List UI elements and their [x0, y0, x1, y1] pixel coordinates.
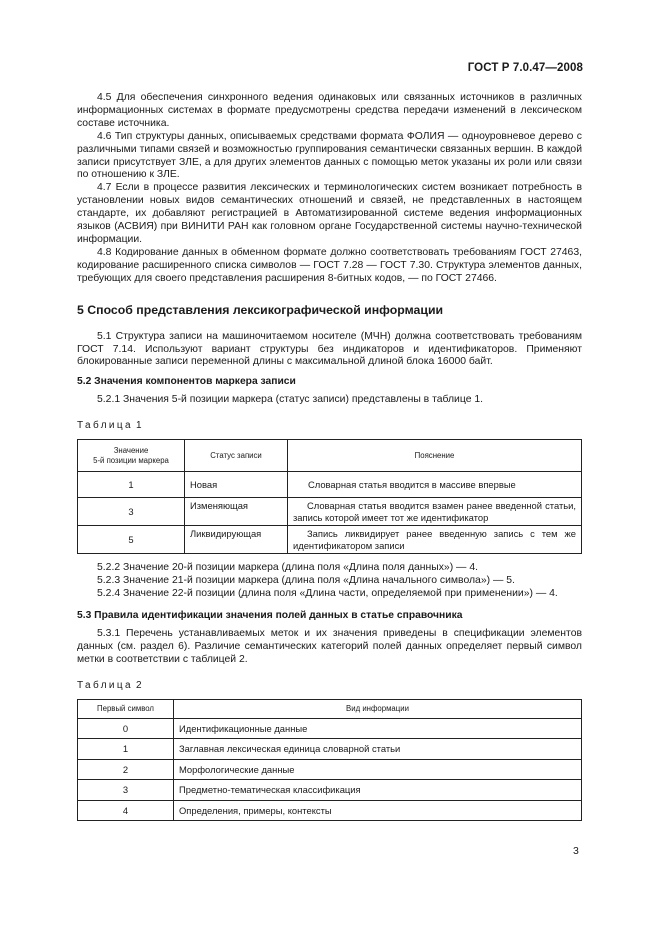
table-row — [78, 718, 582, 739]
table-1-header-position: Значение 5-й позиции маркера — [78, 440, 185, 472]
table-2-cell-info: Предметно-тематическая классификация — [174, 780, 582, 801]
table-row — [78, 800, 582, 821]
table-1-caption-number: 1 — [136, 420, 142, 432]
paragraph-4-8: 4.8 Кодирование данных в обменном формате должно соответствовать требованиям ГОСТ 27463, кодирование расширенного списка символов — ГОСТ 7.28 — ГОСТ 7.30. Структура элементов данных, требующих для своего представления расширения 8-битных кодов, — по ГОСТ 27466. — [77, 246, 582, 284]
table-1 — [77, 439, 582, 554]
table-1-cell-explanation: Словарная статья вводится в массиве впервые — [288, 472, 582, 498]
table-row — [78, 780, 582, 801]
paragraph-5-3-1: 5.3.1 Перечень устанавливаемых меток и их значения приведены в спецификации элементов данных (см. раздел 6). Различие семантических категорий полей данных определяет первый символ метки в соответствии с таблицей 2. — [77, 627, 582, 665]
table-1-header-status: Статус записи — [185, 440, 288, 472]
table-2-caption-word: Таблица — [77, 679, 134, 691]
subsection-5-2-title: 5.2 Значения компонентов маркера записи — [77, 376, 296, 388]
document-code-header: ГОСТ Р 7.0.47—2008 — [467, 62, 583, 74]
table-2-cell-info: Морфологические данные — [174, 759, 582, 780]
paragraph-4-6: 4.6 Тип структуры данных, описываемых средствами формата ФОЛИЯ — одноуровневое дерево с различными типами связей и возможностью группирования семантически связанных вершин. В каждой записи присутствует ЗЛЕ, а для других элементов данных с помощью меток указаны их роли или связи по отношению к ЗЛЕ. — [77, 130, 582, 181]
document-body — [77, 92, 582, 821]
table-row — [78, 739, 582, 760]
paragraph-4-7: 4.7 Если в процессе развития лексических и терминологических систем возникает потребность в установлении новых видов семантических отношений и связей, не представленных в настоящем стандарте, их добавляют регистрацией в Автоматизированной системе ведения информационных языков (АСВИЯ) при ВИНИТИ РАН как головном органе Государственной системы научно-технической информации. — [77, 182, 582, 245]
table-2-caption-number: 2 — [136, 679, 142, 691]
table-1-cell-explanation: Запись ликвидирует ранее введенную запись с тем же идентификатором записи — [288, 526, 582, 554]
table-1-cell-status: Изменяющая — [185, 498, 288, 526]
table-1-cell-position: 1 — [78, 472, 185, 498]
table-2-caption — [77, 680, 582, 691]
table-1-cell-status: Ликвидирующая — [185, 526, 288, 554]
paragraph-4-5: 4.5 Для обеспечения синхронного ведения одинаковых или связанных источников в различных информационных системах в формате предусмотрены средства передачи изменений в лексическом составе источника. — [77, 92, 582, 129]
table-row — [78, 526, 582, 554]
table-2-cell-info: Заглавная лексическая единица словарной статьи — [174, 739, 582, 760]
table-2-cell-symbol: 0 — [78, 718, 174, 739]
paragraph-5-2-3: 5.2.3 Значение 21-й позиции маркера (длина поля «Длина начального символа») — 5. — [97, 575, 515, 587]
paragraph-5-2-4: 5.2.4 Значение 22-й позиции (длина поля «Длина части, определяемой при применении») — 4. — [97, 588, 558, 600]
table-1-caption-word: Таблица — [77, 420, 134, 432]
table-2-cell-info: Определения, примеры, контексты — [174, 800, 582, 821]
table-2-cell-symbol: 2 — [78, 759, 174, 780]
table-2-cell-info: Идентификационные данные — [174, 718, 582, 739]
table-2-header-row — [78, 699, 582, 718]
table-1-cell-position: 5 — [78, 526, 185, 554]
page-number: 3 — [573, 845, 579, 857]
table-1-cell-position: 3 — [78, 498, 185, 526]
paragraph-5-2-2: 5.2.2 Значение 20-й позиции маркера (длина поля «Длина поля данных») — 4. — [97, 562, 478, 574]
section-5-title: 5 Способ представления лексикографической информации — [77, 302, 444, 317]
table-2-header-first-symbol: Первый символ — [78, 699, 174, 718]
table-1-cell-explanation: Словарная статья вводится взамен ранее введенной статьи, запись которой имеет тот же идентификатор — [288, 498, 582, 526]
paragraph-5-1: 5.1 Структура записи на машиночитаемом носителе (МЧН) должна соответствовать требованиям ГОСТ 7.14. Используют вариант структуры без индикаторов и идентификаторов. Применяют блокированные записи переменной длины с максимальной длиной блока 16000 байт. — [77, 330, 582, 368]
table-1-caption — [77, 420, 582, 431]
table-1-cell-status: Новая — [185, 472, 288, 498]
table-2 — [77, 699, 582, 822]
table-row — [78, 498, 582, 526]
table-2-header-info-type: Вид информации — [174, 699, 582, 718]
table-1-header-row — [78, 440, 582, 472]
paragraph-5-2-1: 5.2.1 Значения 5-й позиции маркера (статус записи) представлены в таблице 1. — [97, 394, 484, 406]
table-2-cell-symbol: 4 — [78, 800, 174, 821]
table-1-header-explanation: Пояснение — [288, 440, 582, 472]
table-2-cell-symbol: 3 — [78, 780, 174, 801]
subsection-5-3-title: 5.3 Правила идентификации значения полей данных в статье справочника — [77, 609, 463, 621]
table-row — [78, 472, 582, 498]
table-row — [78, 759, 582, 780]
table-2-cell-symbol: 1 — [78, 739, 174, 760]
